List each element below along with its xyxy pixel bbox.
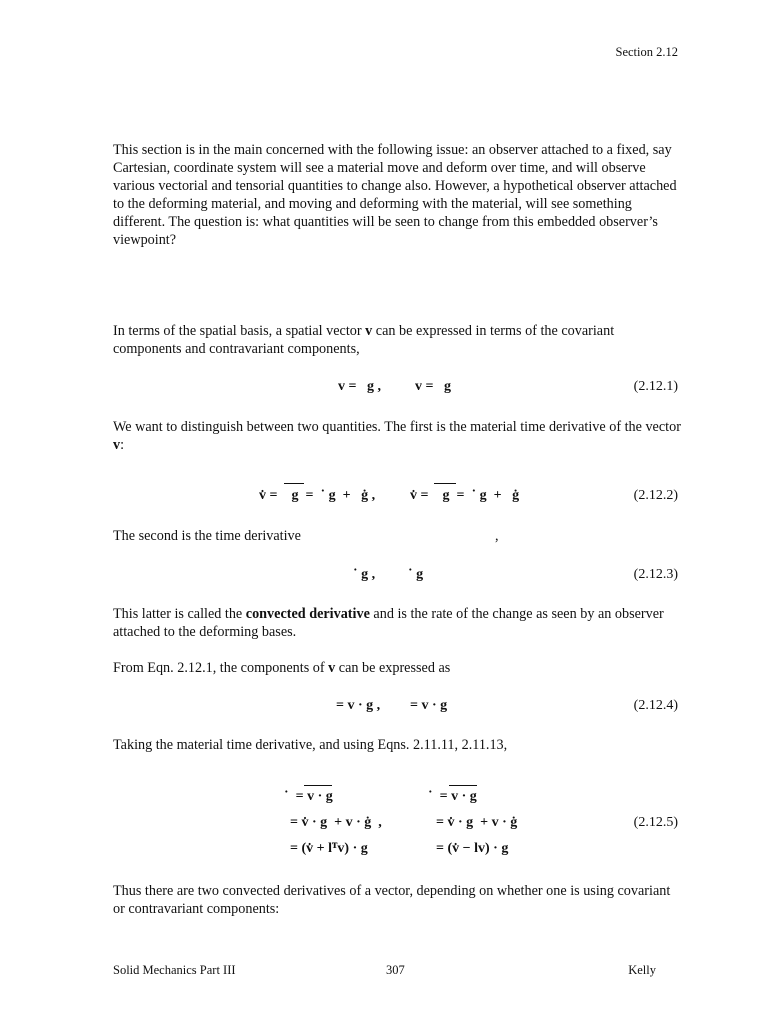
p5-c: can be expressed as	[335, 660, 451, 676]
eq5-left-line3: = (v̇ + lᵀv) · g	[290, 841, 368, 856]
p1-after: can be expressed in terms of the covariant components and contravariant components,	[113, 323, 615, 357]
p4-c: and is the rate of the change as seen by an observer attached to the deforming bases.	[113, 606, 664, 640]
eq5-right-line1: ˙ = v · g	[428, 789, 477, 804]
eq2-left: v̇ = g = ˙ g + ġ ,	[259, 488, 376, 503]
footer-left: Solid Mechanics Part III	[113, 963, 236, 977]
p1-before: In terms of the spatial basis, a spatial vector	[113, 323, 366, 339]
intro-paragraph: This section is in the main concerned with the following issue: an observer attached to a fixed, say Cartesian, coordinate system will see a material move and deform over time, and will observe various vectorial and tensorial quantities to change also. However, a hypothetical observer attached to the deforming material, and moving and deforming with the material, will see something different. The question is: what quantities will be seen to change from this embedded observer’s viewpoint?	[113, 142, 677, 248]
eq2-overline-right	[434, 483, 456, 484]
eq2-overline-left	[284, 483, 304, 484]
paragraph-convected	[113, 605, 683, 641]
eq3-left: ˙ g ,	[353, 567, 376, 582]
eq4-number: (2.12.4)	[633, 698, 678, 713]
eq3-number: (2.12.3)	[633, 567, 678, 582]
p2-text: We want to distinguish between two quantities. The first is the material time derivative of the vector	[113, 419, 681, 435]
eq3-right: ˙ g	[408, 567, 424, 582]
paragraph-second-comma: ,	[495, 528, 499, 544]
paragraph-components	[113, 659, 683, 677]
paragraph-spatial-basis	[113, 322, 683, 358]
paragraph-distinguish	[113, 418, 683, 454]
p4-a: This latter is called the	[113, 606, 246, 622]
p2-v: v	[113, 437, 121, 453]
footer-page-number: 307	[386, 963, 405, 977]
p5-a: From Eqn. 2.12.1, the components of	[113, 660, 329, 676]
eq5-left-line1: ˙ = v · g	[284, 789, 333, 804]
p4-convected-term: convected derivative	[245, 606, 370, 622]
eq5-left-line2: = v̇ · g + v · ġ ,	[290, 815, 382, 830]
eq5-overline-right	[449, 785, 477, 786]
eq4-right: = v · g	[410, 698, 448, 713]
eq5-overline-left	[304, 785, 332, 786]
paragraph-two-convected: Thus there are two convected derivatives of a vector, depending on whether one is using covariant or contravariant components:	[113, 883, 671, 917]
eq1-number: (2.12.1)	[633, 379, 678, 394]
eq1-right: v = g	[415, 379, 451, 394]
p5-v: v	[328, 660, 336, 676]
eq2-right: v̇ = g = ˙ g + ġ	[410, 488, 520, 503]
paragraph-second-derivative: The second is the time derivative	[113, 528, 301, 544]
eq1-left: v = g ,	[338, 379, 381, 394]
section-header: Section 2.12	[615, 45, 678, 59]
eq2-number: (2.12.2)	[633, 488, 678, 503]
footer-right: Kelly	[628, 963, 656, 977]
paragraph-taking-derivative: Taking the material time derivative, and using Eqns. 2.11.11, 2.11.13,	[113, 737, 508, 753]
p2-colon: :	[120, 437, 125, 453]
eq5-right-line3: = (v̇ − lv) · g	[436, 841, 509, 856]
eq4-left: = v · g ,	[336, 698, 381, 713]
eq5-number: (2.12.5)	[633, 815, 678, 830]
eq5-right-line2: = v̇ · g + v · ġ	[436, 815, 518, 830]
p1-v: v	[365, 323, 373, 339]
